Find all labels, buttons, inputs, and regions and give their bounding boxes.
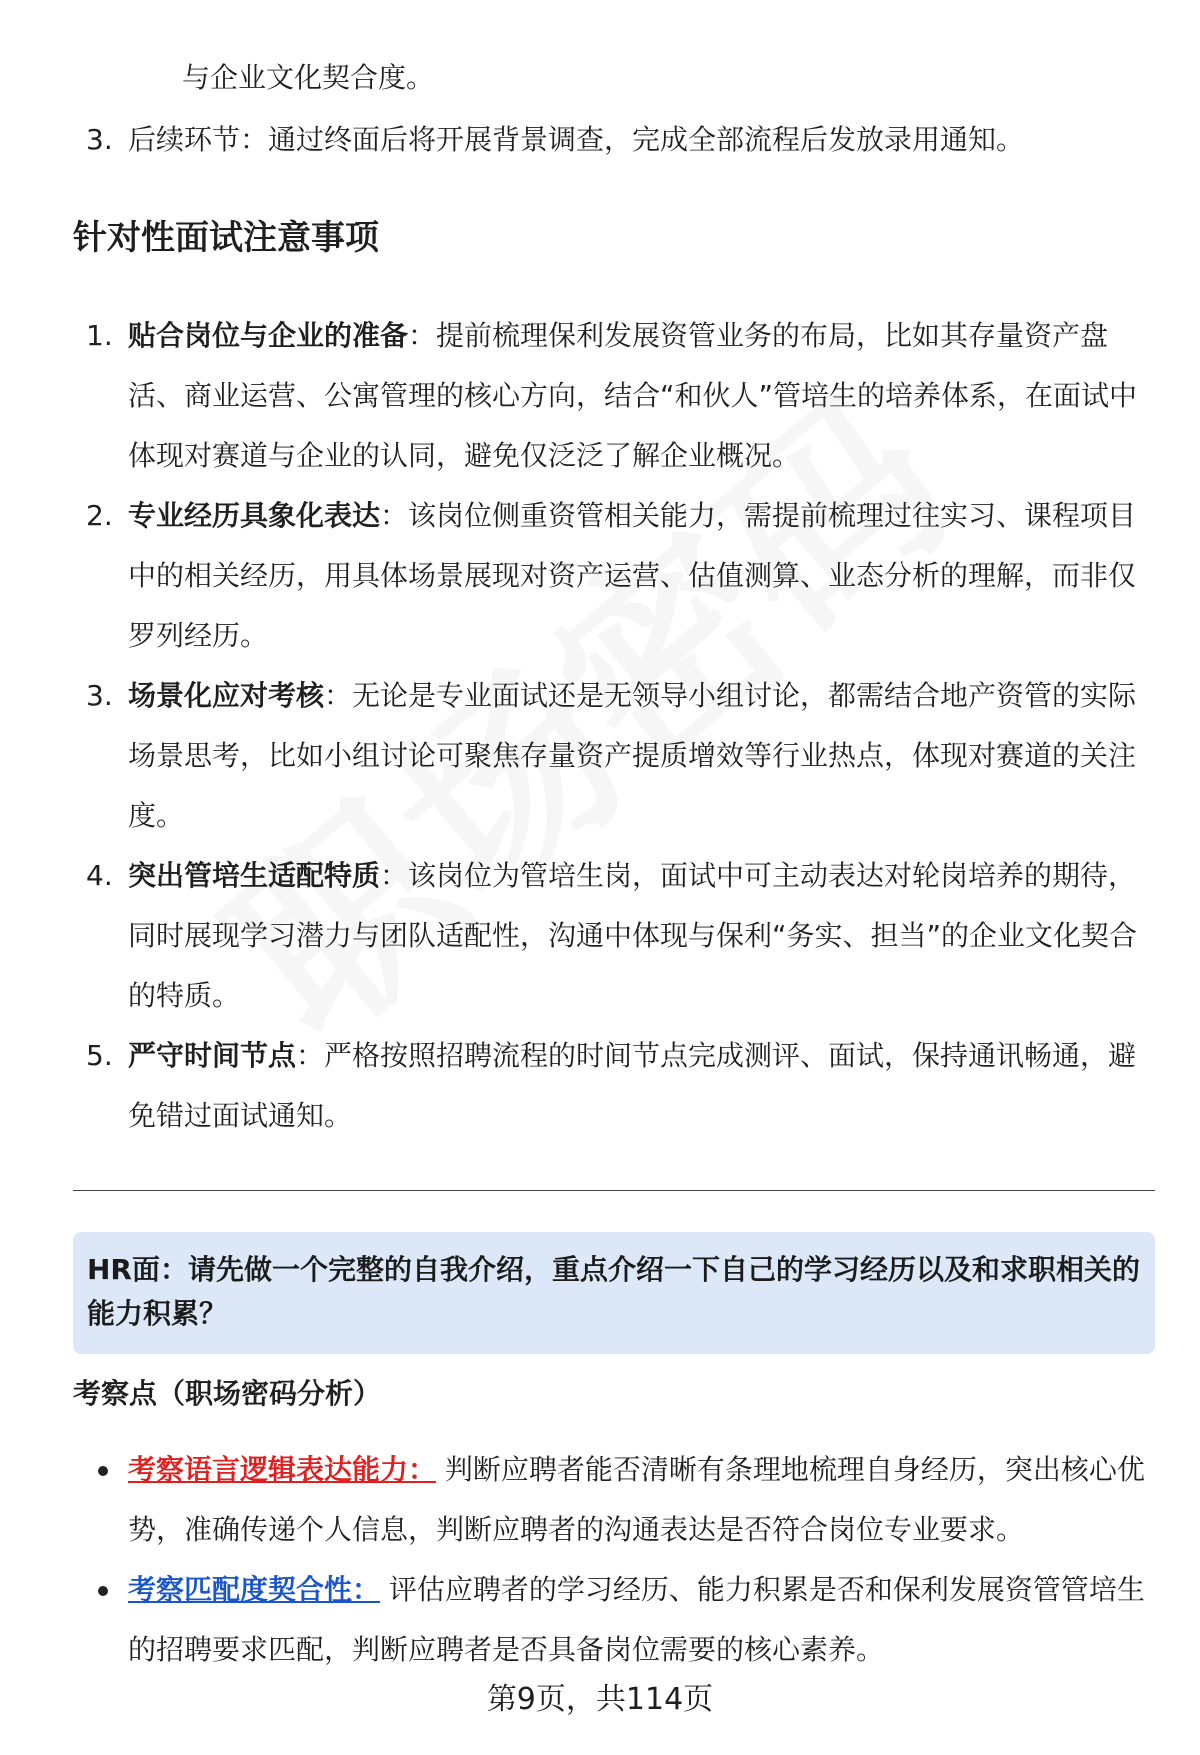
point-text: 判断应聘者能否清晰有条理地梳理自身经历，突出核心优势，准确传递个人信息，判断应聘者的沟通表达是否符合岗位专业要求。 <box>128 1453 1145 1546</box>
divider <box>73 1190 1155 1191</box>
list-body: 后续环节：通过终面后将开展背景调查，完成全部流程后发放录用通知。 <box>128 123 1025 156</box>
list-number: 1. <box>86 319 113 352</box>
list-item <box>86 846 1146 1026</box>
notes-list <box>86 306 1146 1146</box>
list-number: 3. <box>86 123 113 156</box>
item-text: 无论是专业面试还是无领导小组讨论，都需结合地产资管的实际场景思考，比如小组讨论可聚焦存量资产提质增效等行业热点，体现对赛道的关注度。 <box>128 679 1137 832</box>
item-text: 该岗位侧重资管相关能力，需提前梳理过往实习、课程项目中的相关经历，用具体场景展现对资产运营、估值测算、业态分析的理解，而非仅罗列经历。 <box>128 499 1137 652</box>
list-item <box>86 486 1146 666</box>
item-sep: ： <box>408 319 437 352</box>
item-title: 贴合岗位与企业的准备 <box>128 319 409 352</box>
item-title: 专业经历具象化表达 <box>128 499 381 532</box>
list-number: 5. <box>86 1039 113 1072</box>
point-keyword: 考察语言逻辑表达能力： <box>128 1453 437 1486</box>
list-item <box>86 1560 1156 1680</box>
question-box <box>73 1232 1155 1354</box>
item-sep: ： <box>296 1039 325 1072</box>
process-item-3 <box>86 110 1146 170</box>
item-sep: ： <box>324 679 353 712</box>
point-keyword: 考察匹配度契合性： <box>128 1573 381 1606</box>
list-item <box>86 666 1146 846</box>
bullet-icon <box>98 1586 108 1596</box>
bullet-icon <box>98 1466 108 1476</box>
item-sep: ： <box>380 499 409 532</box>
item-title: 突出管培生适配特质 <box>128 859 381 892</box>
item-sep: ： <box>380 859 409 892</box>
analysis-title: 考察点（职场密码分析） <box>73 1377 382 1410</box>
section-title: 针对性面试注意事项 <box>73 218 379 258</box>
question-text: HR面：请先做一个完整的自我介绍，重点介绍一下自己的学习经历以及和求职相关的能力积累？ <box>87 1253 1140 1330</box>
list-item <box>86 306 1146 486</box>
item-text: 严格按照招聘流程的时间节点完成测评、面试，保持通讯畅通，避免错过面试通知。 <box>128 1039 1137 1132</box>
page-footer: 第9页，共114页 <box>486 1682 714 1717</box>
list-item <box>86 1440 1156 1560</box>
item-text: 提前梳理保利发展资管业务的布局，比如其存量资产盘活、商业运营、公寓管理的核心方向，结合“和伙人”管培生的培养体系，在面试中体现对赛道与企业的认同，避免仅泛泛了解企业概况。 <box>128 319 1138 472</box>
item-title: 场景化应对考核 <box>128 679 325 712</box>
list-number: 2. <box>86 499 113 532</box>
points-list <box>86 1440 1156 1680</box>
continued-line: 与企业文化契合度。 <box>182 61 435 94</box>
list-item <box>86 1026 1146 1146</box>
item-title: 严守时间节点 <box>128 1039 297 1072</box>
list-number: 4. <box>86 859 113 892</box>
list-number: 3. <box>86 679 113 712</box>
item-text: 该岗位为管培生岗，面试中可主动表达对轮岗培养的期待，同时展现学习潜力与团队适配性，沟通中体现与保利“务实、担当”的企业文化契合的特质。 <box>128 859 1138 1012</box>
point-text: 评估应聘者的学习经历、能力积累是否和保利发展资管管培生的招聘要求匹配，判断应聘者是否具备岗位需要的核心素养。 <box>128 1573 1145 1666</box>
